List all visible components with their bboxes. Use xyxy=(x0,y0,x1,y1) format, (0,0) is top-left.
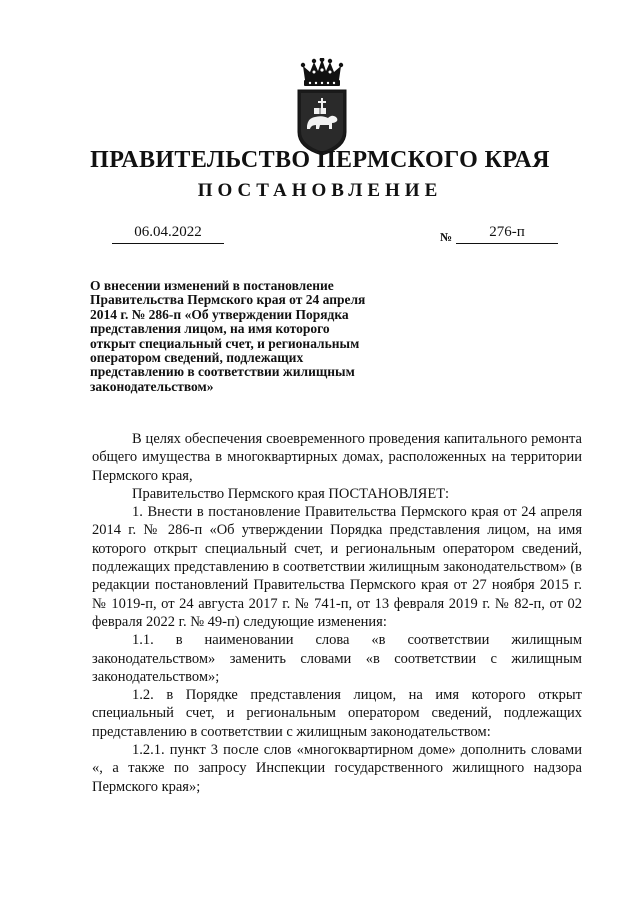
government-title: ПРАВИТЕЛЬСТВО ПЕРМСКОГО КРАЯ xyxy=(90,147,550,173)
subject-line: представления лицом, на имя которого xyxy=(90,321,330,337)
coat-of-arms-icon xyxy=(290,58,354,158)
subject-line: Правительства Пермского края от 24 апреля xyxy=(90,292,366,308)
document-type-title: ПОСТАНОВЛЕНИЕ xyxy=(197,180,443,201)
body-paragraph: 1. Внести в постановление Правительства Пермского края от 24 апреля 2014 г. № 286-п «Об утверждении Порядка представления лицом, на имя которого открыт специальный счет, и региональным оператором сведений, подлежащих представлению в соответствии жилищным законодательством» (в редакции постановлений Правительства Пермского края от 27 ноября 2015 г. № 1019-п, от 24 августа 2017 г. № 741-п, от 13 февраля 2019 г. № 82-п, от 02 февраля 2022 г. № 49-п) следующие изменения: xyxy=(92,504,582,630)
subject-line: законодательством» xyxy=(90,378,214,394)
body-paragraph: 1.2. в Порядке представления лицом, на имя которого открыт специальный счет, и региональным оператором сведений, подлежащих представлению в соответствии с жилищным законодательством: xyxy=(92,687,582,740)
document-date: 06.04.2022 xyxy=(112,224,224,244)
body-paragraph: 1.2.1. пункт 3 после слов «многоквартирном доме» дополнить словами «, а также по запросу Инспекции государственного жилищного надзора Пермского края»; xyxy=(92,742,582,795)
number-sign: № xyxy=(440,230,453,244)
body-paragraph: В целях обеспечения своевременного проведения капитального ремонта общего имущества в многоквартирных домах, расположенных на территории Пермского края, xyxy=(92,431,582,484)
document-number: 276-п xyxy=(456,224,558,244)
document-subject xyxy=(90,279,420,394)
subject-line: оператором сведений, подлежащих xyxy=(90,350,304,366)
body-paragraph: 1.1. в наименовании слова «в соответствии жилищным законодательством» заменить словами «в соответствии с жилищным законодательством»; xyxy=(92,632,582,685)
subject-line: открыт специальный счет, и региональным xyxy=(90,335,360,351)
body-paragraph: Правительство Пермского края ПОСТАНОВЛЯЕТ: xyxy=(132,485,450,502)
subject-line: представлению в соответствии жилищным xyxy=(90,364,355,380)
subject-line: 2014 г. № 286-п «Об утверждении Порядка xyxy=(90,306,349,322)
document-body xyxy=(92,430,582,796)
subject-line: О внесении изменений в постановление xyxy=(90,278,334,293)
